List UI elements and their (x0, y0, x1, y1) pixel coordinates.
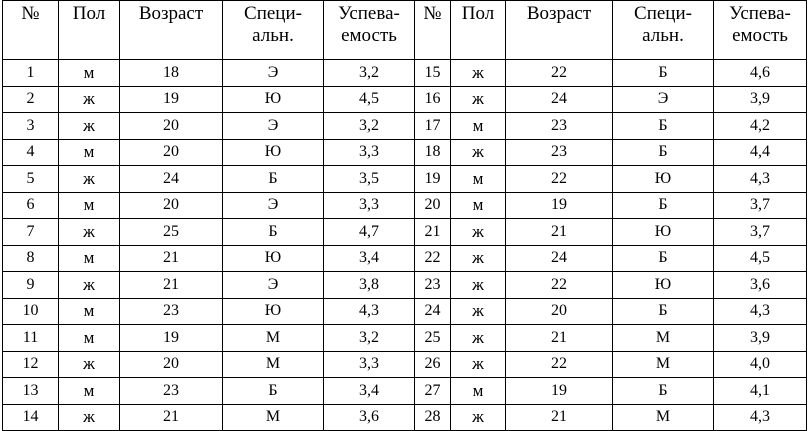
cell-sex: ж (451, 139, 506, 166)
cell-sex: м (59, 298, 120, 325)
cell-performance: 3,3 (324, 139, 415, 166)
table-row (3, 325, 807, 352)
cell-sex: ж (451, 60, 506, 87)
cell-performance: 4,2 (714, 113, 807, 140)
cell-number: 21 (415, 219, 451, 246)
cell-specialty: М (223, 351, 324, 378)
header-number-right (415, 1, 451, 60)
cell-number: 1 (3, 60, 59, 87)
table-row (3, 378, 807, 405)
cell-number: 17 (415, 113, 451, 140)
header-label-line1: Специ- (634, 3, 692, 24)
cell-number: 28 (415, 404, 451, 431)
cell-specialty: Б (613, 192, 714, 219)
header-label-line1: № (423, 3, 442, 24)
cell-specialty: Ю (223, 298, 324, 325)
cell-specialty: Б (223, 378, 324, 405)
cell-number: 2 (3, 86, 59, 113)
cell-number: 10 (3, 298, 59, 325)
cell-performance: 4,5 (324, 86, 415, 113)
cell-number: 11 (3, 325, 59, 352)
cell-age: 24 (506, 86, 613, 113)
cell-number: 22 (415, 245, 451, 272)
cell-specialty: Ю (223, 139, 324, 166)
cell-sex: ж (59, 219, 120, 246)
cell-specialty: Э (223, 272, 324, 299)
cell-number: 16 (415, 86, 451, 113)
cell-age: 21 (506, 325, 613, 352)
cell-age: 18 (120, 60, 223, 87)
header-sex-right (451, 1, 506, 60)
cell-age: 20 (120, 192, 223, 219)
table-body (3, 60, 807, 431)
student-data-table (2, 0, 807, 431)
cell-age: 19 (120, 325, 223, 352)
cell-number: 8 (3, 245, 59, 272)
cell-age: 22 (506, 351, 613, 378)
cell-sex: ж (451, 351, 506, 378)
cell-sex: м (59, 325, 120, 352)
cell-age: 21 (506, 219, 613, 246)
cell-sex: ж (451, 245, 506, 272)
cell-sex: м (59, 378, 120, 405)
cell-sex: ж (451, 325, 506, 352)
cell-performance: 3,4 (324, 245, 415, 272)
cell-number: 26 (415, 351, 451, 378)
cell-performance: 4,5 (714, 245, 807, 272)
cell-number: 9 (3, 272, 59, 299)
cell-age: 20 (506, 298, 613, 325)
cell-performance: 3,6 (324, 404, 415, 431)
cell-number: 4 (3, 139, 59, 166)
cell-age: 23 (120, 378, 223, 405)
cell-age: 22 (506, 272, 613, 299)
cell-sex: ж (59, 404, 120, 431)
table-row (3, 166, 807, 193)
cell-number: 6 (3, 192, 59, 219)
cell-number: 12 (3, 351, 59, 378)
cell-sex: ж (451, 86, 506, 113)
cell-sex: ж (451, 298, 506, 325)
header-label-line2: альн. (642, 25, 684, 46)
cell-age: 21 (120, 272, 223, 299)
cell-sex: м (59, 245, 120, 272)
header-label-line1: Пол (461, 3, 495, 24)
cell-specialty: Б (613, 113, 714, 140)
cell-performance: 4,4 (714, 139, 807, 166)
cell-specialty: Ю (613, 272, 714, 299)
cell-age: 20 (120, 139, 223, 166)
table-row (3, 113, 807, 140)
header-label-line2: емость (732, 25, 788, 46)
cell-sex: м (451, 166, 506, 193)
cell-performance: 3,9 (714, 86, 807, 113)
cell-specialty: Б (613, 378, 714, 405)
cell-number: 25 (415, 325, 451, 352)
cell-specialty: Ю (613, 166, 714, 193)
cell-performance: 3,2 (324, 113, 415, 140)
cell-number: 23 (415, 272, 451, 299)
cell-number: 27 (415, 378, 451, 405)
cell-performance: 4,6 (714, 60, 807, 87)
cell-age: 21 (120, 245, 223, 272)
cell-sex: м (59, 60, 120, 87)
table-row (3, 272, 807, 299)
table-row (3, 86, 807, 113)
table-row (3, 139, 807, 166)
cell-age: 23 (506, 113, 613, 140)
header-label-line2: альн. (252, 25, 294, 46)
cell-sex: м (451, 378, 506, 405)
cell-sex: м (59, 192, 120, 219)
cell-performance: 4,0 (714, 351, 807, 378)
table-row (3, 351, 807, 378)
header-label-line2: емость (341, 25, 397, 46)
cell-number: 15 (415, 60, 451, 87)
cell-performance: 4,3 (714, 298, 807, 325)
cell-age: 22 (506, 166, 613, 193)
cell-specialty: Ю (613, 219, 714, 246)
cell-specialty: Э (223, 113, 324, 140)
cell-age: 25 (120, 219, 223, 246)
cell-age: 22 (506, 60, 613, 87)
cell-performance: 3,2 (324, 60, 415, 87)
cell-specialty: Б (613, 245, 714, 272)
header-performance-left (324, 1, 415, 60)
header-age-left (120, 1, 223, 60)
cell-performance: 3,7 (714, 192, 807, 219)
cell-number: 24 (415, 298, 451, 325)
table-row (3, 298, 807, 325)
header-label-line1: № (21, 3, 40, 24)
cell-specialty: М (223, 404, 324, 431)
cell-specialty: Б (613, 60, 714, 87)
cell-number: 7 (3, 219, 59, 246)
cell-specialty: Ю (223, 245, 324, 272)
cell-age: 20 (120, 113, 223, 140)
cell-specialty: Э (613, 86, 714, 113)
cell-number: 20 (415, 192, 451, 219)
cell-number: 18 (415, 139, 451, 166)
cell-number: 19 (415, 166, 451, 193)
cell-specialty: Б (223, 166, 324, 193)
cell-sex: ж (451, 272, 506, 299)
cell-specialty: М (613, 351, 714, 378)
header-performance-right (714, 1, 807, 60)
cell-specialty: М (223, 325, 324, 352)
table-row (3, 192, 807, 219)
header-specialty-right (613, 1, 714, 60)
header-label-line1: Возраст (526, 3, 592, 24)
cell-age: 24 (120, 166, 223, 193)
cell-specialty: Э (223, 192, 324, 219)
cell-performance: 4,3 (714, 166, 807, 193)
cell-sex: м (59, 139, 120, 166)
header-label-line1: Успева- (729, 3, 791, 24)
cell-age: 24 (506, 245, 613, 272)
cell-performance: 4,7 (324, 219, 415, 246)
table-row (3, 404, 807, 431)
header-label-line1: Специ- (244, 3, 302, 24)
cell-performance: 3,4 (324, 378, 415, 405)
cell-specialty: М (613, 404, 714, 431)
cell-specialty: Б (223, 219, 324, 246)
cell-sex: ж (59, 113, 120, 140)
cell-performance: 3,7 (714, 219, 807, 246)
table-row (3, 60, 807, 87)
cell-specialty: Ю (223, 86, 324, 113)
cell-sex: ж (59, 166, 120, 193)
cell-performance: 3,2 (324, 325, 415, 352)
header-age-right (506, 1, 613, 60)
cell-specialty: Э (223, 60, 324, 87)
cell-age: 20 (120, 351, 223, 378)
cell-age: 21 (506, 404, 613, 431)
header-specialty-left (223, 1, 324, 60)
cell-specialty: Б (613, 298, 714, 325)
header-sex-left (59, 1, 120, 60)
header-row (3, 1, 807, 60)
table-header (3, 1, 807, 60)
cell-number: 13 (3, 378, 59, 405)
cell-performance: 4,3 (714, 404, 807, 431)
table-row (3, 245, 807, 272)
cell-age: 23 (120, 298, 223, 325)
cell-number: 14 (3, 404, 59, 431)
header-number-left (3, 1, 59, 60)
cell-age: 19 (506, 378, 613, 405)
cell-performance: 3,9 (714, 325, 807, 352)
cell-age: 19 (120, 86, 223, 113)
cell-performance: 3,3 (324, 192, 415, 219)
cell-sex: м (451, 192, 506, 219)
cell-sex: ж (59, 86, 120, 113)
cell-sex: ж (59, 272, 120, 299)
cell-sex: ж (451, 404, 506, 431)
cell-performance: 3,3 (324, 351, 415, 378)
cell-specialty: Б (613, 139, 714, 166)
cell-number: 3 (3, 113, 59, 140)
header-label-line1: Возраст (138, 3, 204, 24)
cell-performance: 4,1 (714, 378, 807, 405)
cell-performance: 3,8 (324, 272, 415, 299)
header-label-line1: Успева- (338, 3, 400, 24)
cell-sex: м (451, 113, 506, 140)
cell-number: 5 (3, 166, 59, 193)
cell-performance: 3,5 (324, 166, 415, 193)
cell-performance: 4,3 (324, 298, 415, 325)
cell-specialty: М (613, 325, 714, 352)
cell-age: 19 (506, 192, 613, 219)
cell-age: 21 (120, 404, 223, 431)
cell-sex: ж (59, 351, 120, 378)
table-row (3, 219, 807, 246)
cell-age: 23 (506, 139, 613, 166)
cell-sex: ж (451, 219, 506, 246)
cell-performance: 3,6 (714, 272, 807, 299)
header-label-line1: Пол (72, 3, 106, 24)
